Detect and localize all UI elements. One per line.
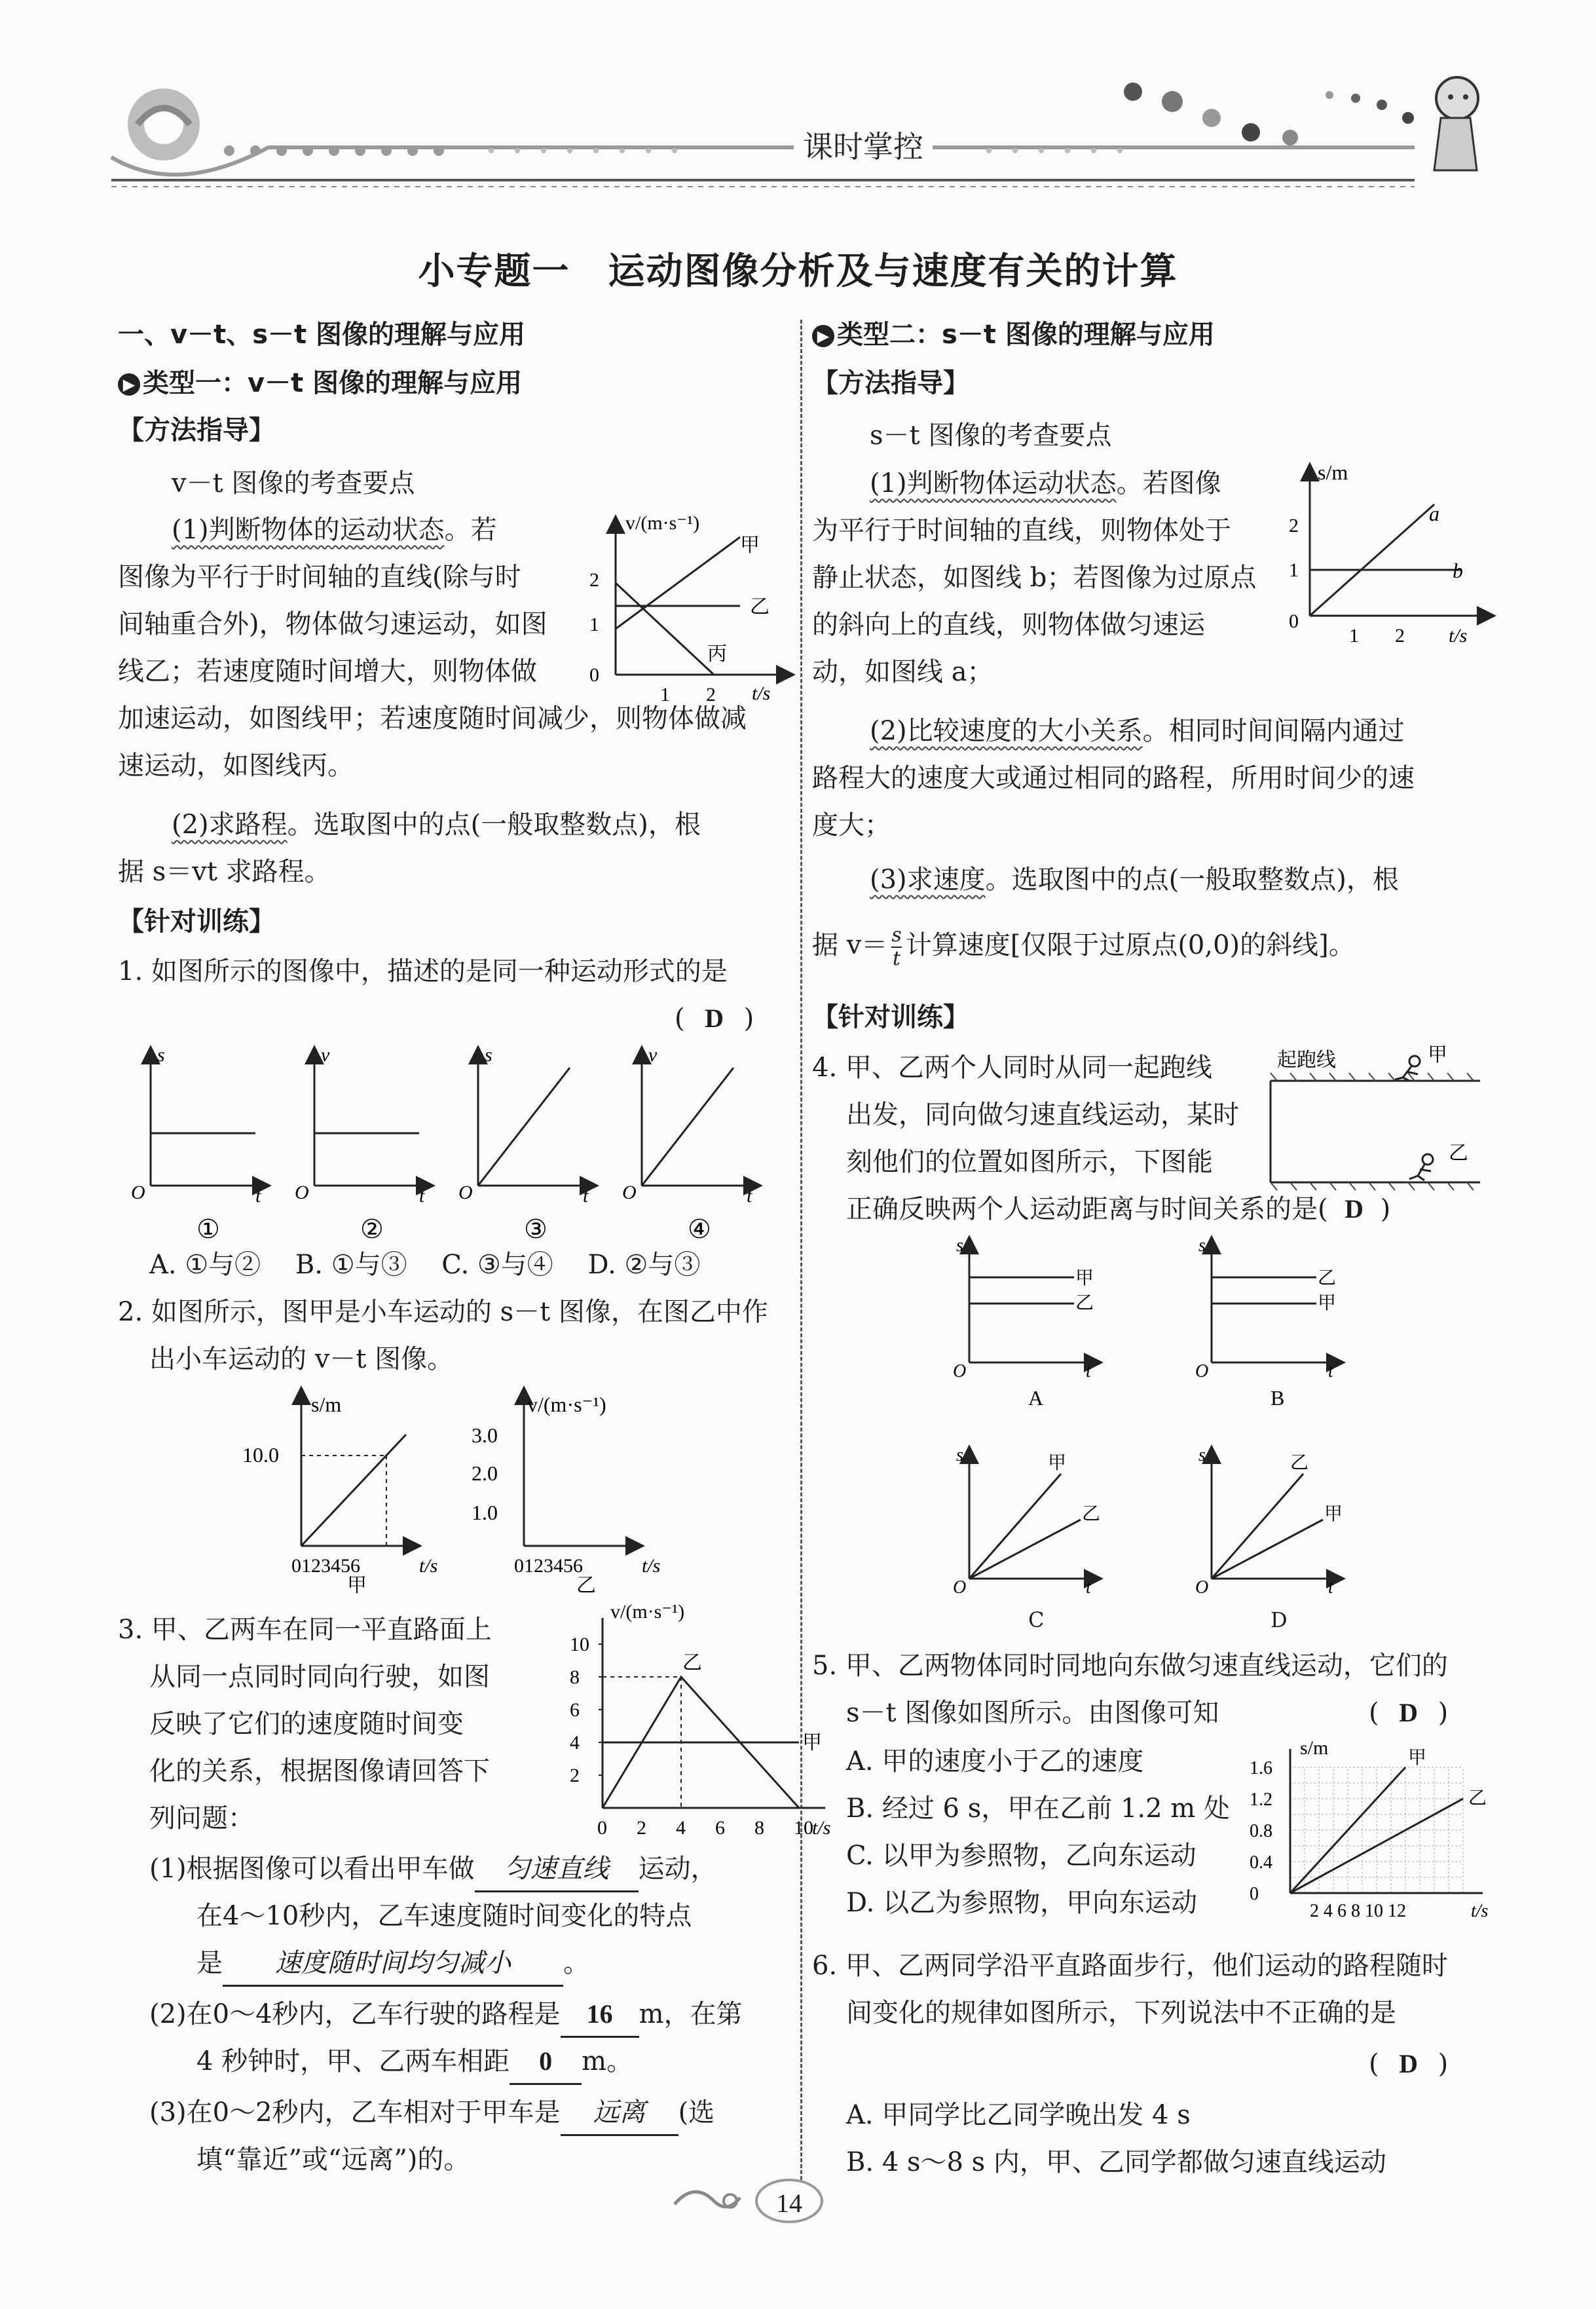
vt-p1-line4: 线乙；若速度随时间增大，则物体做 bbox=[118, 656, 537, 686]
svg-text:2.0: 2.0 bbox=[472, 1461, 498, 1485]
vt-p1-tail2: 速运动，如图线丙。 bbox=[118, 751, 354, 781]
q5-option-d: D. 以乙为参照物，甲向东运动 bbox=[846, 1888, 1198, 1918]
st-p1-line2: 为平行于时间轴的直线，则物体处于 bbox=[812, 516, 1231, 546]
type2-heading-text: 类型二：s－t 图像的理解与应用 bbox=[837, 320, 1215, 350]
q5-ytick: 1.6 bbox=[1250, 1758, 1272, 1778]
runner-yi-icon bbox=[1409, 1154, 1433, 1180]
q3-s1-line1: (1)根据图像可以看出甲车做 匀速直线 运动， bbox=[149, 1847, 717, 1892]
q3-s3-line1: (3)在0～2秒内，乙车相对于甲车是 远离 (选 bbox=[149, 2091, 714, 2136]
q3-ytick: 4 bbox=[570, 1732, 580, 1754]
vt-method-xtick-2: 2 bbox=[706, 684, 716, 705]
q3-ylabel: v/(m·s⁻¹) bbox=[610, 1601, 685, 1623]
q6-answer: D bbox=[1399, 2049, 1419, 2078]
type1-heading bbox=[118, 362, 522, 405]
q3-line5: 列问题： bbox=[149, 1803, 254, 1833]
vt-p1-rest: 。若 bbox=[444, 515, 497, 545]
page-title: 小专题一 运动图像分析及与速度有关的计算 bbox=[418, 250, 1178, 293]
q5-answer: D bbox=[1399, 1698, 1419, 1727]
svg-text:乙: 乙 bbox=[576, 1575, 596, 1596]
svg-text:s: s bbox=[956, 1445, 963, 1465]
svg-text:t: t bbox=[1328, 1361, 1333, 1381]
q1-text: 1. 如图所示的图像中，描述的是同一种运动形式的是 bbox=[118, 956, 728, 986]
svg-text:t/s: t/s bbox=[1449, 625, 1468, 647]
q3-s2-line2: 4 秒钟时，甲、乙两车相距 0 m。 bbox=[196, 2040, 633, 2085]
q1-graph-4 bbox=[622, 1044, 753, 1244]
q3-s1-line2: 在4～10秒内，乙车速度随时间变化的特点 bbox=[196, 1901, 692, 1931]
svg-text:b: b bbox=[1453, 559, 1463, 582]
svg-text:O: O bbox=[1195, 1361, 1209, 1381]
q3-ytick: 2 bbox=[570, 1765, 580, 1786]
q3-xtick: 10 bbox=[794, 1817, 813, 1839]
q1-answer: D bbox=[705, 1004, 724, 1033]
q4-graph-B bbox=[1195, 1235, 1336, 1410]
svg-text:t: t bbox=[1086, 1577, 1091, 1598]
svg-text:1.0: 1.0 bbox=[472, 1501, 498, 1524]
st-p1-rest: 。若图像 bbox=[1116, 468, 1221, 498]
column-divider bbox=[800, 320, 802, 2180]
q3-xtick: 4 bbox=[676, 1817, 686, 1839]
st-ylabel: s/m bbox=[1318, 460, 1348, 484]
q4-graph-D bbox=[1195, 1445, 1343, 1598]
svg-text:a: a bbox=[1429, 502, 1439, 525]
svg-text:0123456: 0123456 bbox=[514, 1555, 583, 1577]
st-p3-em: (3)求速度 bbox=[870, 865, 986, 895]
q3-label-b: 乙 bbox=[682, 1652, 702, 1674]
q3-xtick: 6 bbox=[715, 1817, 725, 1839]
svg-text:t: t bbox=[747, 1185, 752, 1207]
st-p2-rest: 。相同时间间隔内通过 bbox=[1142, 716, 1405, 746]
q5-xticks: 2 4 6 8 10 12 bbox=[1310, 1901, 1406, 1921]
svg-text:O: O bbox=[622, 1182, 637, 1203]
line-bing bbox=[616, 583, 714, 675]
q4-line3: 刻他们的位置如图所示，下图能 bbox=[846, 1147, 1213, 1177]
q5-label-a: 甲 bbox=[1408, 1748, 1427, 1768]
q5-ytick: 0.4 bbox=[1250, 1852, 1272, 1873]
q3-xlabel: t/s bbox=[812, 1817, 831, 1839]
vt-p2-em: (2)求路程 bbox=[172, 810, 288, 840]
svg-text:乙: 乙 bbox=[1449, 1142, 1468, 1164]
svg-text:②: ② bbox=[360, 1214, 384, 1244]
svg-text:s: s bbox=[1198, 1235, 1206, 1256]
q4-line2: 出发，同向做匀速直线运动，某时 bbox=[846, 1100, 1239, 1130]
svg-text:t: t bbox=[1328, 1577, 1333, 1598]
type1-heading-text: 类型一：v－t 图像的理解与应用 bbox=[143, 368, 523, 398]
svg-text:t: t bbox=[255, 1185, 261, 1207]
q3-ytick: 6 bbox=[570, 1699, 580, 1721]
st-p3-rest: 。选取图中的点(一般取整数点)，根 bbox=[985, 865, 1399, 895]
q5-option-b: B. 经过 6 s，甲在乙前 1.2 m 处 bbox=[846, 1793, 1230, 1824]
svg-text:t/s: t/s bbox=[419, 1555, 438, 1577]
runner-jia-icon bbox=[1395, 1056, 1420, 1081]
svg-text:O: O bbox=[1195, 1577, 1209, 1598]
st-p2-em: (2)比较速度的大小关系 bbox=[870, 716, 1143, 746]
q3-line2: 从同一点同时同向行驶，如图 bbox=[149, 1662, 490, 1692]
st-p2-line2: 路程大的速度大或通过相同的路程，所用时间少的速 bbox=[812, 763, 1415, 793]
svg-text:O: O bbox=[131, 1182, 145, 1203]
q2-graphs bbox=[229, 1382, 688, 1598]
q4-scene bbox=[1264, 1042, 1487, 1192]
svg-text:t: t bbox=[419, 1185, 425, 1207]
st-p1-em: (1)判断物体运动状态 bbox=[870, 468, 1117, 498]
q5-ytick: 1.2 bbox=[1250, 1790, 1272, 1810]
line-jia bbox=[616, 537, 740, 629]
svg-text:2: 2 bbox=[1395, 625, 1405, 647]
running-title: 课时掌控 bbox=[794, 123, 933, 166]
play-icon: ▶ bbox=[118, 373, 140, 396]
st-p2-line3: 度大； bbox=[812, 810, 891, 840]
q3-xtick: 8 bbox=[754, 1817, 764, 1839]
q3-s2-answer2: 0 bbox=[510, 2040, 582, 2085]
vt-method-xlabel: t/s bbox=[752, 683, 771, 704]
label-yi: 乙 bbox=[750, 596, 770, 618]
vt-p2-rest: 。选取图中的点(一般取整数点)，根 bbox=[287, 810, 701, 840]
svg-text:s/m: s/m bbox=[311, 1393, 342, 1416]
svg-text:v: v bbox=[321, 1044, 330, 1066]
st-p1-line1 bbox=[870, 462, 1221, 505]
q3-s3-answer: 远离 bbox=[561, 2091, 678, 2136]
svg-text:乙: 乙 bbox=[1290, 1453, 1309, 1473]
vt-p1-line2: 图像为平行于时间轴的直线(除与时 bbox=[118, 562, 521, 592]
start-line-label: 起跑线 bbox=[1277, 1049, 1336, 1071]
q5-ylabel: s/m bbox=[1300, 1737, 1329, 1759]
st-p3-line2: 据 v＝ $\frac{s}{t}$ 计算速度[仅限于过原点(0,0)的斜线]。 bbox=[812, 924, 1355, 970]
svg-text:O: O bbox=[295, 1182, 309, 1203]
fraction-s-over-t: $\frac{s}{t}$ bbox=[891, 924, 902, 970]
svg-text:③: ③ bbox=[524, 1214, 547, 1244]
svg-text:t/s: t/s bbox=[642, 1555, 661, 1577]
q5-label-b: 乙 bbox=[1468, 1788, 1487, 1809]
q5-graph bbox=[1244, 1736, 1500, 1926]
q3-s1-answer: 匀速直线 bbox=[475, 1847, 639, 1892]
q5-option-c: C. 以甲为参照物，乙向东运动 bbox=[846, 1841, 1197, 1871]
svg-text:O: O bbox=[458, 1182, 473, 1203]
q4-tag-C: C bbox=[1028, 1607, 1045, 1632]
svg-text:乙: 乙 bbox=[1075, 1293, 1094, 1313]
q3-ytick: 8 bbox=[570, 1666, 580, 1688]
q1-graph-3 bbox=[458, 1044, 589, 1244]
vt-p1-tail1: 加速运动，如图线甲；若速度随时间减少，则物体做减 bbox=[118, 704, 747, 734]
svg-text:甲: 甲 bbox=[1318, 1293, 1337, 1313]
practice-label-right: 【针对训练】 bbox=[812, 1002, 969, 1032]
q5-line2: s－t 图像如图所示。由图像可知 bbox=[846, 1698, 1219, 1728]
q3-line1: 3. 甲、乙两车在同一平直路面上 bbox=[118, 1615, 492, 1645]
vt-p1-line1 bbox=[172, 508, 497, 552]
q1-graph-2 bbox=[295, 1044, 426, 1244]
svg-text:s: s bbox=[956, 1235, 963, 1256]
type2-heading bbox=[812, 313, 1215, 356]
vt-method-ytick-1: 1 bbox=[589, 614, 599, 635]
q5-option-a: A. 甲的速度小于乙的速度 bbox=[846, 1746, 1144, 1776]
q1-answer-paren: ( D ) bbox=[675, 997, 754, 1040]
st-points-title: s－t 图像的考查要点 bbox=[870, 421, 1112, 451]
vt-method-ytick-2: 2 bbox=[589, 569, 599, 591]
q3-xtick: 0 bbox=[597, 1817, 607, 1839]
st-p1-line4: 的斜向上的直线，则物体做匀速运 bbox=[812, 610, 1205, 640]
vt-method-graph bbox=[576, 511, 792, 705]
q5-ytick: 0.8 bbox=[1250, 1821, 1272, 1841]
q4-tag-D: D bbox=[1271, 1607, 1288, 1632]
method-label-right: 【方法指导】 bbox=[812, 368, 969, 398]
q1-graphs bbox=[124, 1042, 786, 1258]
q3-s1-line3: 是 速度随时间均匀减小 。 bbox=[196, 1942, 589, 1987]
q3-s1-answer2: 速度随时间均匀减小 bbox=[223, 1942, 563, 1987]
q6-option-b: B. 4 s～8 s 内，甲、乙同学都做匀速直线运动 bbox=[846, 2147, 1386, 2177]
st-p3-line1 bbox=[870, 858, 1399, 901]
q3-s2-line1: (2)在0～4秒内，乙车行驶的路程是 16 m，在第 bbox=[149, 1993, 743, 2038]
q4-graph-A bbox=[953, 1235, 1094, 1410]
svg-text:O: O bbox=[953, 1577, 967, 1598]
svg-text:s: s bbox=[1198, 1445, 1206, 1465]
vt-method-ytick-0: 0 bbox=[589, 664, 599, 686]
svg-text:甲: 甲 bbox=[1428, 1044, 1447, 1066]
svg-text:甲: 甲 bbox=[1048, 1453, 1067, 1473]
svg-text:3.0: 3.0 bbox=[472, 1423, 498, 1447]
q3-xtick: 2 bbox=[637, 1817, 646, 1839]
svg-text:v/(m·s⁻¹): v/(m·s⁻¹) bbox=[527, 1393, 606, 1416]
q2-graph-b bbox=[472, 1393, 660, 1596]
q3-graph bbox=[544, 1598, 831, 1847]
svg-text:O: O bbox=[953, 1361, 967, 1381]
q6-line1: 6. 甲、乙两同学沿平直路面步行，他们运动的路程随时 bbox=[812, 1951, 1448, 1981]
q4-graph-C bbox=[953, 1445, 1100, 1598]
line-a bbox=[1310, 504, 1434, 616]
st-method-graph bbox=[1277, 459, 1493, 648]
svg-text:乙: 乙 bbox=[1318, 1268, 1337, 1288]
vt-p1-line3: 间轴重合外)，物体做匀速运动，如图 bbox=[118, 609, 547, 639]
q3-label-a: 甲 bbox=[802, 1732, 822, 1754]
play-icon-2: ▶ bbox=[812, 325, 834, 347]
vt-method-xtick-1: 1 bbox=[660, 684, 670, 705]
q1-graph-1 bbox=[131, 1044, 262, 1244]
svg-text:t: t bbox=[1086, 1361, 1091, 1381]
svg-text:s: s bbox=[485, 1044, 492, 1066]
q1-options: A. ①与② B. ①与③ C. ③与④ D. ②与③ bbox=[149, 1250, 701, 1280]
q2-graph-a bbox=[242, 1393, 437, 1596]
q4-graphs bbox=[930, 1231, 1401, 1598]
svg-text:B: B bbox=[1271, 1386, 1285, 1410]
svg-text:0: 0 bbox=[1289, 610, 1299, 632]
svg-text:0123456: 0123456 bbox=[291, 1555, 360, 1577]
svg-text:乙: 乙 bbox=[1082, 1504, 1101, 1524]
q5-answer-paren: ( D ) bbox=[1369, 1691, 1448, 1735]
svg-text:2: 2 bbox=[1289, 515, 1299, 536]
q6-option-a: A. 甲同学比乙同学晚出发 4 s bbox=[846, 2100, 1191, 2130]
svg-text:t: t bbox=[583, 1185, 589, 1207]
label-jia: 甲 bbox=[740, 535, 760, 556]
vt-points-title: v－t 图像的考查要点 bbox=[172, 468, 415, 498]
svg-text:甲: 甲 bbox=[1075, 1268, 1094, 1288]
svg-text:①: ① bbox=[196, 1214, 220, 1244]
q3-s3-line2: 填“靠近”或“远离”)的。 bbox=[196, 2145, 470, 2175]
page-number: 14 bbox=[776, 2188, 802, 2218]
q5-ytick: 0 bbox=[1250, 1884, 1259, 1904]
st-p1-line3: 静止状态，如图线 b；若图像为过原点 bbox=[812, 563, 1257, 593]
q6-answer-paren: ( D ) bbox=[1369, 2042, 1448, 2086]
q2-line1: 2. 如图所示，图甲是小车运动的 s－t 图像，在图乙中作 bbox=[118, 1297, 768, 1327]
svg-text:甲: 甲 bbox=[1324, 1504, 1343, 1524]
practice-label-left: 【针对训练】 bbox=[118, 907, 275, 937]
q2-line2: 出小车运动的 v－t 图像。 bbox=[149, 1344, 454, 1374]
q3-line3: 反映了它们的速度随时间变 bbox=[149, 1709, 464, 1739]
svg-text:1: 1 bbox=[1349, 625, 1359, 647]
vt-p2-tail: 据 s＝vt 求路程。 bbox=[118, 857, 331, 887]
svg-text:v: v bbox=[648, 1044, 658, 1066]
vt-p2-line1 bbox=[172, 803, 701, 846]
vt-p1-em: (1)判断物体的运动状态 bbox=[172, 515, 445, 545]
q3-ytick: 10 bbox=[570, 1634, 589, 1655]
q4-line1: 4. 甲、乙两个人同时从同一起跑线 bbox=[812, 1053, 1212, 1083]
q6-line2: 间变化的规律如图所示，下列说法中不正确的是 bbox=[846, 1998, 1396, 2028]
q4-line4: 正确反映两个人运动距离与时间关系的是( D ) bbox=[846, 1188, 1390, 1231]
section-heading: 一、v－t、s－t 图像的理解与应用 bbox=[118, 320, 526, 350]
q5-line1: 5. 甲、乙两物体同时同地向东做匀速直线运动，它们的 bbox=[812, 1651, 1448, 1681]
st-p1-line5: 动，如图线 a； bbox=[812, 657, 993, 687]
vt-method-ylabel: v/(m·s⁻¹) bbox=[625, 512, 700, 534]
q4-answer: D bbox=[1345, 1194, 1364, 1224]
svg-text:甲: 甲 bbox=[347, 1575, 367, 1596]
svg-text:④: ④ bbox=[688, 1214, 711, 1244]
q3-line4: 化的关系，根据图像请回答下 bbox=[149, 1756, 490, 1786]
q3-s2-answer: 16 bbox=[561, 1993, 639, 2038]
st-p2-line1 bbox=[870, 709, 1405, 753]
q5-xlabel: t/s bbox=[1471, 1901, 1489, 1921]
svg-text:10.0: 10.0 bbox=[242, 1443, 279, 1467]
svg-text:1: 1 bbox=[1289, 559, 1299, 581]
svg-text:s: s bbox=[157, 1044, 165, 1066]
label-bing: 丙 bbox=[707, 643, 727, 665]
method-label-left: 【方法指导】 bbox=[118, 415, 275, 445]
svg-text:A: A bbox=[1028, 1386, 1044, 1410]
